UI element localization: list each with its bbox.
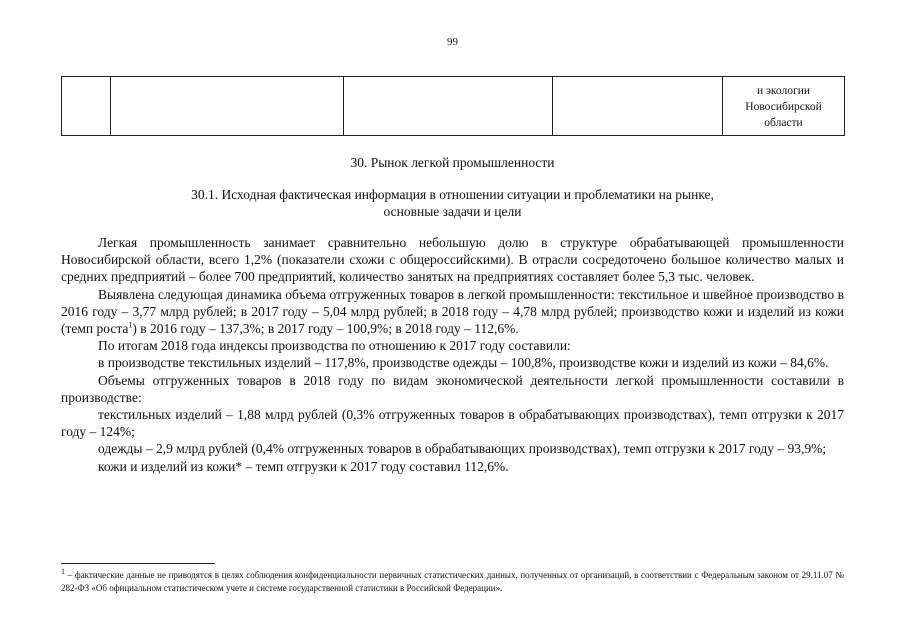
body-text xyxy=(61,234,844,475)
subsection-title-line: основные задачи и цели xyxy=(383,204,522,219)
table-row xyxy=(62,77,845,136)
table-cell xyxy=(62,77,111,136)
paragraph: текстильных изделий – 1,88 млрд рублей (0,3% отгруженных товаров в обрабатывающих производствах), темп отгрузки к 2017 году – 124%; xyxy=(61,407,844,440)
footnote-ref: 1 xyxy=(128,320,133,330)
table-cell-authority xyxy=(723,77,845,136)
section-title: 30. Рынок легкой промышленности xyxy=(350,155,555,170)
table-cell xyxy=(553,77,723,136)
footnote-text: – фактические данные не приводятся в целях соблюдения конфиденциальности первичных статистических данных, полученных от организаций, в соответствии с Федеральным законом от 29.11.07 № 282-ФЗ «Об официальном статистическом учете и системе государственной статистики в Российской Федерации». xyxy=(61,570,844,593)
footnote xyxy=(61,569,844,594)
paragraph-text: ) в 2016 году – 137,3%; в 2017 году – 100,9%; в 2018 году – 112,6%. xyxy=(132,321,519,337)
cell-line: Новосибирской xyxy=(745,101,822,113)
table-cell xyxy=(344,77,553,136)
cell-line: области xyxy=(764,117,803,129)
paragraph: Легкая промышленность занимает сравнительно небольшую долю в структуре обрабатывающей промышленности Новосибирской области, всего 1,2% (показатели схожи с общероссийскими). В отрасли сосредоточено большое количество малых и средних предприятий – более 700 предприятий, количество занятых на предприятиях составляет более 5,3 тыс. человек. xyxy=(61,235,844,285)
subsection-title-line: 30.1. Исходная фактическая информация в отношении ситуации и проблематики на рынке, xyxy=(191,187,714,202)
continued-table xyxy=(61,76,845,136)
paragraph-text: Выявлена следующая динамика объема отгруженных товаров в легкой промышленности: текстильное и швейное производство в 2016 году – 3,77 млрд рублей; в 2017 году – 5,04 млрд рублей; в 2018 году – 4,78 млрд рублей; производство кожи и изделий из кожи (темп роста xyxy=(61,286,844,337)
footnote-separator xyxy=(61,563,215,564)
page-number: 99 xyxy=(447,36,458,48)
footnote-marker: 1 xyxy=(61,567,65,576)
paragraph: в производстве текстильных изделий – 117,8%, производстве одежды – 100,8%, производстве кожи и изделий из кожи – 84,6%. xyxy=(98,355,829,371)
paragraph: кожи и изделий из кожи* – темп отгрузки к 2017 году составил 112,6%. xyxy=(98,458,509,474)
table-cell xyxy=(111,77,344,136)
cell-line: и экологии xyxy=(756,85,811,97)
paragraph: Объемы отгруженных товаров в 2018 году по видам экономической деятельности легкой промышленности составили в производстве: xyxy=(61,372,844,405)
paragraph xyxy=(61,286,844,338)
paragraph: По итогам 2018 года индексы производства по отношению к 2017 году составили: xyxy=(98,338,571,354)
subsection-title xyxy=(0,186,905,220)
paragraph: одежды – 2,9 млрд рублей (0,4% отгруженных товаров в обрабатывающих производствах), темп отгрузки к 2017 году – 93,9%; xyxy=(98,441,827,457)
